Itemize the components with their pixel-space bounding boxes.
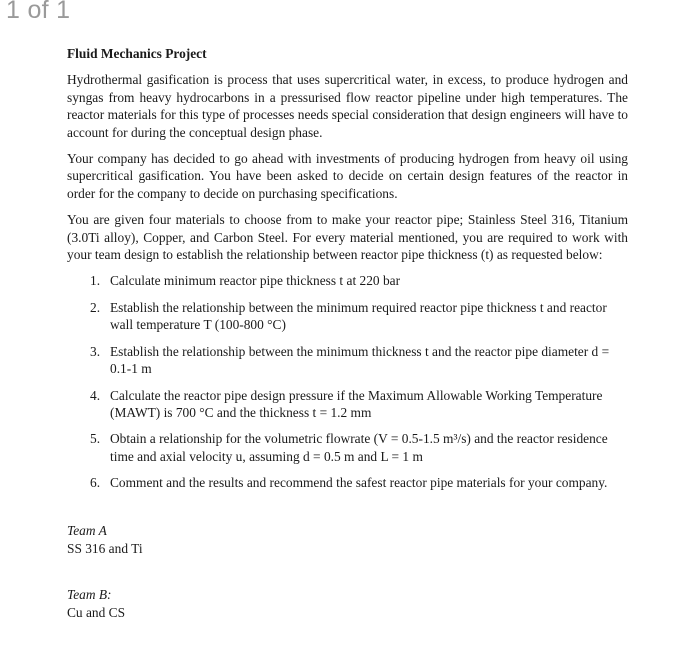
task-item (67, 343, 628, 378)
paragraph-materials: You are given four materials to choose from to make your reactor pipe; Stainless Steel 316, Titanium (3.0Ti alloy), Copper, and Carbon Steel. For every material mentioned, you are required to work with your team design to establish the relationship between reactor pipe thickness (t) as requested below: (67, 212, 628, 263)
team-a-label: Team A (67, 522, 107, 538)
team-a-members: SS 316 and Ti (67, 540, 143, 556)
team-b-block (67, 586, 628, 622)
team-b-label: Team B: (67, 586, 112, 602)
team-b-members: Cu and CS (67, 604, 126, 620)
document-page (67, 45, 628, 622)
team-a-block (67, 522, 628, 558)
page-indicator: 1 of 1 (6, 0, 71, 24)
task-item (67, 430, 628, 465)
task-item (67, 299, 628, 334)
task-text: Establish the relationship between the minimum thickness t and the reactor pipe diameter d = 0.1-1 m (110, 343, 610, 377)
task-item (67, 272, 628, 289)
task-text: Calculate minimum reactor pipe thickness t at 220 bar (110, 273, 401, 289)
task-list (67, 272, 628, 491)
task-number: 5. (90, 431, 101, 447)
task-item (67, 387, 628, 422)
task-text: Obtain a relationship for the volumetric flowrate (V = 0.5-1.5 m³/s) and the reactor residence time and axial velocity u, assuming d = 0.5 m and L = 1 m (110, 431, 608, 464)
document-title: Fluid Mechanics Project (67, 46, 207, 61)
task-text: Establish the relationship between the minimum required reactor pipe thickness t and reactor wall temperature T (100-800 °C) (110, 299, 607, 333)
task-number: 2. (90, 299, 101, 315)
paragraph-company: Your company has decided to go ahead with investments of producing hydrogen from heavy oil using supercritical gasification. You have been asked to decide on certain design features of the reactor in order for the company to decide on purchasing specifications. (67, 151, 628, 201)
task-text: Calculate the reactor pipe design pressure if the Maximum Allowable Working Temperature (MAWT) is 700 °C and the thickness t = 1.2 mm (110, 387, 603, 420)
task-item (67, 474, 628, 491)
task-text: Comment and the results and recommend the safest reactor pipe materials for your company. (110, 475, 608, 491)
task-number: 3. (90, 343, 101, 359)
task-number: 4. (90, 387, 101, 403)
paragraph-intro: Hydrothermal gasification is process that uses supercritical water, in excess, to produce hydrogen and syngas from heavy hydrocarbons in a pressurised flow reactor pipeline under high temperatures. The reactor materials for this type of processes needs special consideration that design engineers will have to account for during the conceptual design phase. (67, 72, 628, 140)
task-number: 1. (90, 273, 101, 289)
task-number: 6. (90, 475, 101, 491)
